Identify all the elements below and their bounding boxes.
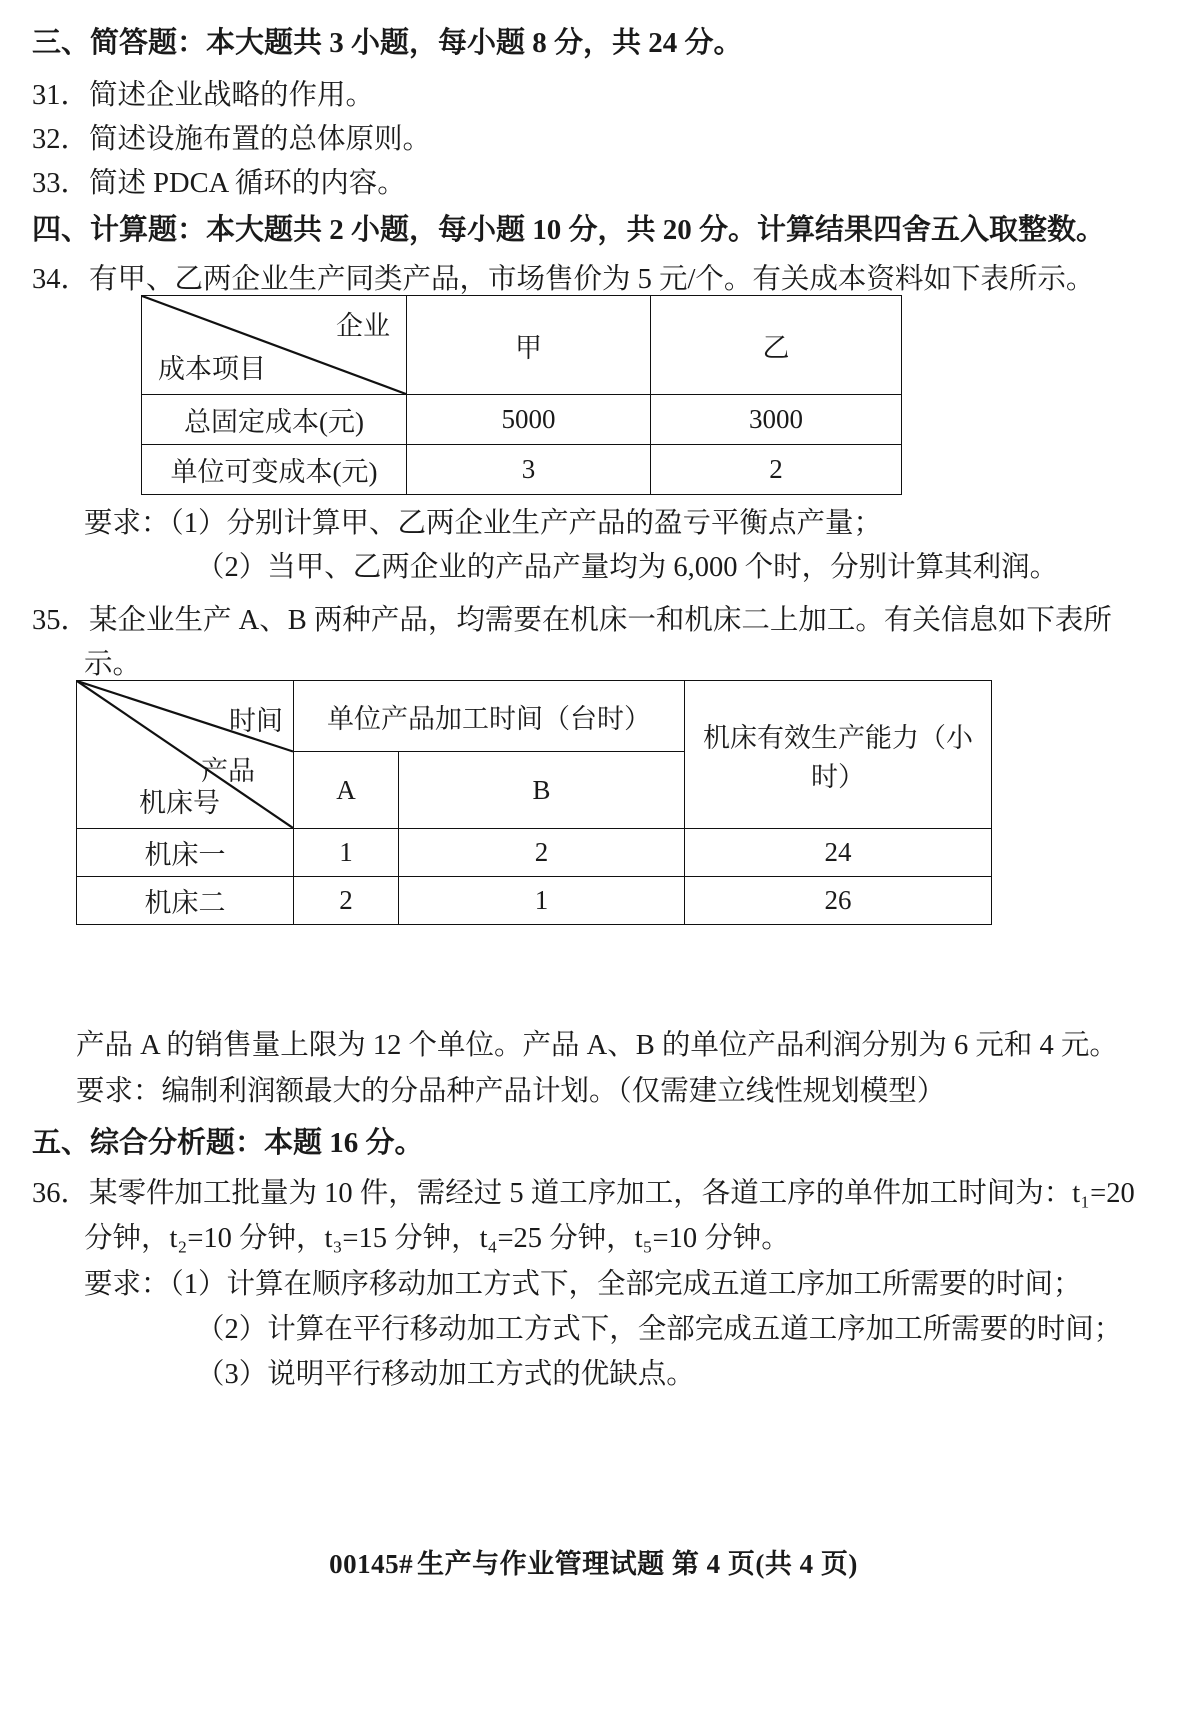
machine-table-row0-label: 机床一: [77, 829, 294, 877]
machine-table-subheader-a: A: [294, 752, 399, 829]
table-row: [142, 395, 902, 445]
footer-subject-code: 00145#: [329, 1549, 414, 1579]
question-32-number: 32．: [32, 124, 90, 155]
question-34-requirement-item-2: （2）当甲、乙两企业的产品产量均为 6,000 个时，分别计算其利润。: [196, 552, 1059, 583]
question-34-requirement-label: 要求：: [84, 508, 170, 539]
question-36-requirement-item-3: （3）说明平行移动加工方式的优缺点。: [196, 1359, 695, 1390]
machine-table-row0-a: 1: [294, 829, 399, 877]
table-row-header: [142, 296, 902, 395]
machine-table-corner-product-label: 产品: [201, 756, 255, 786]
question-36-requirement-item-1: （1）计算在顺序移动加工方式下，全部完成五道工序加工所需要的时间；: [169, 1269, 1082, 1300]
question-34-number: 34．: [32, 264, 90, 295]
cost-table-col-jia: 甲: [407, 296, 651, 395]
question-32: [32, 116, 431, 157]
cost-table-corner-costitem-label: 成本项目: [158, 354, 266, 384]
machine-table: [76, 680, 992, 925]
question-35-number: 35．: [32, 605, 90, 636]
question-31-number: 31．: [32, 80, 90, 111]
question-31-text: 简述企业战略的作用。: [89, 80, 375, 111]
machine-table-capacity-header: 机床有效生产能力（小时）: [685, 681, 992, 829]
table-row-header: [77, 681, 992, 752]
cost-table-row0-yi: 3000: [651, 395, 902, 445]
machine-table-subheader-b: B: [399, 752, 685, 829]
cost-table-row0-jia: 5000: [407, 395, 651, 445]
machine-table-row0-capacity: 24: [685, 829, 992, 877]
machine-table-row1-capacity: 26: [685, 877, 992, 925]
question-36: [32, 1170, 1135, 1211]
machine-table-corner-cell: [77, 681, 294, 829]
question-36-number: 36．: [32, 1178, 90, 1209]
question-34: [32, 256, 1094, 297]
question-31: [32, 72, 374, 113]
question-35: [32, 597, 1112, 638]
machine-table-row1-a: 2: [294, 877, 399, 925]
question-33: [32, 160, 406, 201]
question-34-stem: 有甲、乙两企业生产同类产品，市场售价为 5 元/个。有关成本资料如下表所示。: [89, 264, 1095, 295]
cost-table: [141, 295, 902, 495]
section-heading-4: 四、计算题：本大题共 2 小题，每小题 10 分，共 20 分。计算结果四舍五入取整数。: [32, 214, 1106, 246]
question-35-stem-line-1: 某企业生产 A、B 两种产品，均需要在机床一和机床二上加工。有关信息如下表所: [89, 605, 1112, 636]
machine-table-row1-b: 1: [399, 877, 685, 925]
question-33-text: 简述 PDCA 循环的内容。: [89, 168, 406, 199]
footer-page-number: 第 4 页(共 4 页): [671, 1549, 858, 1579]
cost-table-row1-label: 单位可变成本(元): [142, 445, 407, 495]
question-36-requirement-line-1: [84, 1261, 1082, 1302]
table-row: [142, 445, 902, 495]
cost-table-corner-cell: [142, 296, 407, 395]
question-36-requirement-item-2: （2）计算在平行移动加工方式下，全部完成五道工序加工所需要的时间；: [196, 1314, 1123, 1345]
cost-table-col-yi: 乙: [651, 296, 902, 395]
section-heading-5: 五、综合分析题：本题 16 分。: [32, 1127, 424, 1159]
table-row: [77, 877, 992, 925]
machine-table-corner-machineno-label: 机床号: [139, 788, 220, 818]
machine-table-row0-b: 2: [399, 829, 685, 877]
page-footer: [0, 1542, 1187, 1581]
question-34-requirement-item-1: （1）分别计算甲、乙两企业生产产品的盈亏平衡点产量；: [169, 508, 883, 539]
question-34-requirement-line-1: [84, 500, 882, 541]
cost-table-corner-enterprise-label: 企业: [336, 311, 390, 341]
question-36-requirement-label: 要求：: [84, 1269, 170, 1300]
footer-title: 生产与作业管理试题: [417, 1549, 665, 1579]
table-row: [77, 829, 992, 877]
question-33-number: 33．: [32, 168, 90, 199]
question-36-stem-line-1: 某零件加工批量为 10 件，需经过 5 道工序加工，各道工序的单件加工时间为：t₁=20: [89, 1178, 1135, 1209]
section-heading-3: 三、简答题：本大题共 3 小题，每小题 8 分，共 24 分。: [32, 27, 743, 59]
question-32-text: 简述设施布置的总体原则。: [89, 124, 432, 155]
question-35-note: 产品 A 的销售量上限为 12 个单位。产品 A、B 的单位产品利润分别为 6 元和 4 元。: [76, 1030, 1118, 1061]
cost-table-row0-label: 总固定成本(元): [142, 395, 407, 445]
question-35-requirement: 要求：编制利润额最大的分品种产品计划。（仅需建立线性规划模型）: [76, 1076, 946, 1107]
machine-table-group-header: 单位产品加工时间（台时）: [294, 681, 685, 752]
machine-table-corner-time-label: 时间: [229, 706, 283, 736]
machine-table-row1-label: 机床二: [77, 877, 294, 925]
cost-table-row1-yi: 2: [651, 445, 902, 495]
cost-table-row1-jia: 3: [407, 445, 651, 495]
question-35-stem-line-2: 示。: [84, 649, 142, 680]
question-36-stem-line-2: 分钟，t₂=10 分钟，t₃=15 分钟，t₄=25 分钟，t₅=10 分钟。: [84, 1223, 790, 1254]
